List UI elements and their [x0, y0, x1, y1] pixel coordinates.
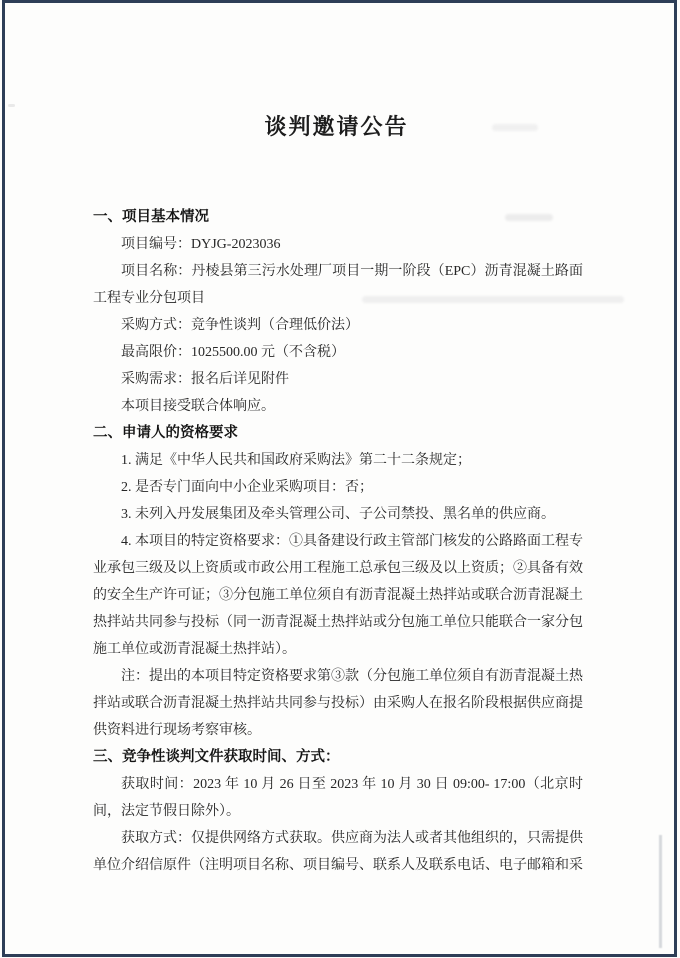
paragraph-qualification-note: 注：提出的本项目特定资格要求第③款（分包施工单位须自有沥青混凝土热拌站或联合沥青混凝土热拌站共同参与投标）由采购人在报名阶段根据供应商提供资料进行现场考察审核。 [93, 669, 583, 738]
paragraph-acquisition-time: 获取时间：2023 年 10 月 26 日至 2023 年 10 月 30 日 09:00- 17:00（北京时间，法定节假日除外）。 [93, 777, 583, 819]
paragraph-procurement-demand: 采购需求：报名后详见附件 [121, 372, 289, 387]
document-body [93, 204, 583, 879]
section-heading-qualifications: 二、申请人的资格要求 [93, 425, 238, 441]
paragraph-qualification-1: 1. 满足《中华人民共和国政府采购法》第二十二条规定； [121, 453, 471, 468]
paragraph-max-price: 最高限价：1025500.00 元（不含税） [121, 345, 345, 360]
paragraph-consortium: 本项目接受联合体响应。 [121, 399, 275, 414]
scan-artifact-speck [8, 104, 15, 107]
scan-artifact-vertical-line [659, 835, 662, 948]
section-heading-basic-info: 一、项目基本情况 [93, 209, 209, 225]
paragraph-qualification-4: 4. 本项目的特定资格要求：①具备建设行政主管部门核发的公路路面工程专业承包三级及以上资质或市政公用工程施工总承包三级及以上资质；②具备有效的安全生产许可证；③分包施工单位须自有沥青混凝土热拌站或联合沥青混凝土热拌站共同参与投标（同一沥青混凝土热拌站或分包施工单位只能联合一家分包施工单位或沥青混凝土热拌站）。 [93, 534, 583, 657]
section-heading-document-acquisition: 三、竞争性谈判文件获取时间、方式： [93, 749, 340, 765]
paragraph-project-name: 项目名称：丹棱县第三污水处理厂项目一期一阶段（EPC）沥青混凝土路面工程专业分包项目 [93, 264, 583, 306]
paragraph-qualification-3: 3. 未列入丹发展集团及牵头管理公司、子公司禁投、黑名单的供应商。 [121, 507, 555, 522]
paragraph-procurement-method: 采购方式：竞争性谈判（合理低价法） [121, 318, 359, 333]
paragraph-project-number: 项目编号：DYJG-2023036 [121, 237, 281, 252]
paragraph-qualification-2: 2. 是否专门面向中小企业采购项目：否； [121, 480, 373, 495]
page-title: 谈判邀请公告 [264, 114, 409, 139]
paragraph-acquisition-method: 获取方式：仅提供网络方式获取。供应商为法人或者其他组织的，只需提供单位介绍信原件（注明项目名称、项目编号、联系人及联系电话、电子邮箱和采 [93, 831, 583, 873]
